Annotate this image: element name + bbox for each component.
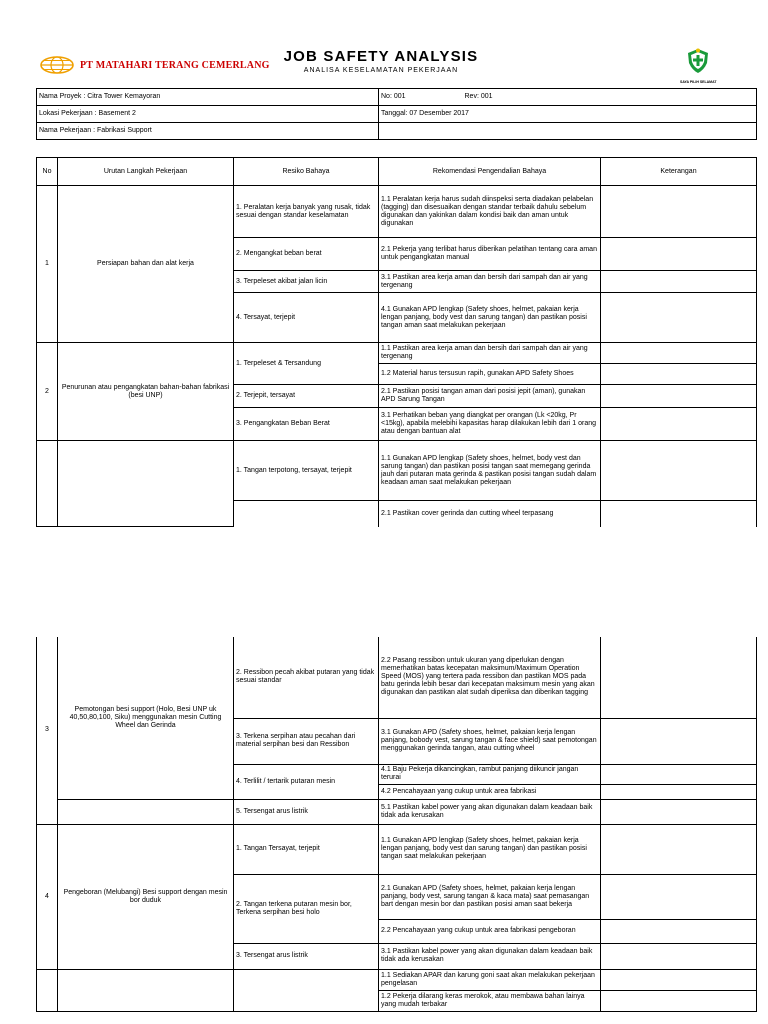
remark-cell: [601, 990, 757, 1011]
remark-cell: [601, 501, 757, 527]
title-block: [236, 48, 526, 74]
remark-cell: [601, 343, 757, 364]
table-row: [37, 186, 757, 238]
safety-shield-icon: [686, 48, 710, 74]
step-description: Persiapan bahan dan alat kerja: [58, 186, 234, 343]
remark-cell: [601, 441, 757, 501]
remark-cell: [601, 293, 757, 343]
risk-item: 1. Tangan Tersayat, terjepit: [234, 824, 379, 874]
control-item: 4.2 Pencahayaan yang cukup untuk area fabrikasi: [379, 784, 601, 799]
remark-cell: [601, 271, 757, 293]
risk-item-next: [234, 969, 379, 1011]
doc-number: No: 001: [379, 89, 463, 106]
table-row: [37, 441, 757, 501]
control-item: 5.1 Pastikan kabel power yang akan digunakan dalam keadaan baik tidak ada kerusakan: [379, 799, 601, 824]
remark-cell: [601, 969, 757, 990]
control-item: 1.1 Pastikan area kerja aman dan bersih dari sampah dan air yang tergenang: [379, 343, 601, 364]
step-number-next: [37, 969, 58, 1011]
remark-cell: [601, 919, 757, 943]
risk-item: 3. Tersengat arus listrik: [234, 943, 379, 969]
control-item: 2.1 Pastikan cover gerinda dan cutting wheel terpasang: [379, 501, 601, 527]
empty-cell: [379, 123, 757, 140]
control-item: 2.1 Pastikan posisi tangan aman dari posisi jepit (aman), gunakan APD Sarung Tangan: [379, 385, 601, 408]
remark-cell: [601, 385, 757, 408]
col-header-keterangan: Keterangan: [601, 158, 757, 186]
revision-number: Rev: 001: [463, 89, 757, 106]
step-description-cont: [58, 799, 234, 824]
control-item: 1.1 Peralatan kerja harus sudah diinspeksi serta diadakan pelabelan (tagging) dan disesuaikan dengan standar terbaik dahulu sebelum digunakan dan yakinkan dalam kondisi baik dan aman untuk digunakan: [379, 186, 601, 238]
document-header: [36, 44, 756, 84]
risk-item: 4. Terlilit / tertarik putaran mesin: [234, 764, 379, 799]
jsa-table-page-2: [36, 637, 757, 1012]
control-item: 4.1 Gunakan APD lengkap (Safety shoes, helmet, pakaian kerja lengan panjang, body vest dan sarung tangan) dan pastikan posisi tangan aman saat melakukan pekerjaan: [379, 293, 601, 343]
control-item: 2.2 Pasang ressibon untuk ukuran yang diperlukan dengan memerhatikan batas kecepatan maksimum/Maximum Operation Speed (MOS) yang tertera pada ressibon dan pastikan MOS pada batu gerinda lebih besar dari kecepatan maksimum mesin yang akan digunakan dan pastikan alat sudah diperiksa dan diberikan tagging: [379, 637, 601, 718]
step-description-next: [58, 969, 234, 1011]
control-item: 1.1 Sediakan APAR dan karung goni saat akan melakukan pekerjaan pengelasan: [379, 969, 601, 990]
table-row: [37, 824, 757, 874]
company-name: PT MATAHARI TERANG CEMERLANG: [80, 59, 270, 71]
project-name: Nama Proyek : Citra Tower Kemayoran: [37, 89, 379, 106]
col-header-rekomendasi: Rekomendasi Pengendalian Bahaya: [379, 158, 601, 186]
control-item: 2.2 Pencahayaan yang cukup untuk area fabrikasi pengeboran: [379, 919, 601, 943]
step-description: Penurunan atau pengangkatan bahan-bahan fabrikasi (besi UNP): [58, 343, 234, 441]
col-header-urutan: Urutan Langkah Pekerjaan: [58, 158, 234, 186]
control-item: 3.1 Pastikan kabel power yang akan digunakan dalam keadaan baik tidak ada kerusakan: [379, 943, 601, 969]
risk-item: 3. Terkena serpihan atau pecahan dari material serpihan besi dan Ressibon: [234, 718, 379, 764]
risk-item: 2. Mengangkat beban berat: [234, 238, 379, 271]
step-number: 2: [37, 343, 58, 441]
sun-globe-icon: [40, 56, 74, 74]
control-item: 3.1 Gunakan APD (Safety shoes, helmet, pakaian kerja lengan panjang, bobody vest, sarung tangan & face shield) saat pemotongan menggunakan gerinda tangan, atau cutting wheel: [379, 718, 601, 764]
table-row: [37, 799, 757, 824]
control-item: 1.1 Gunakan APD lengkap (Safety shoes, helmet, body vest dan sarung tangan) dan pastikan posisi tangan saat memegang gerinda jauh dari putaran mata gerinda & pastikan posisi tangan sudah dalam keadaan aman saat melakukan pekerjaan: [379, 441, 601, 501]
risk-item: 2. Ressibon pecah akibat putaran yang tidak sesuai standar: [234, 637, 379, 718]
remark-cell: [601, 718, 757, 764]
document-date: Tanggal: 07 Desember 2017: [379, 106, 757, 123]
remark-cell: [601, 186, 757, 238]
work-name: Nama Pekerjaan : Fabrikasi Support: [37, 123, 379, 140]
risk-item: 5. Tersengat arus listrik: [234, 799, 379, 824]
risk-item: 4. Tersayat, terjepit: [234, 293, 379, 343]
project-info-table: [36, 88, 757, 140]
remark-cell: [601, 799, 757, 824]
control-item: 1.1 Gunakan APD lengkap (Safety shoes, helmet, pakaian kerja lengan panjang, body vest dan sarung tangan) dan pastikan posisi tangan saat melakukan pekerjaan: [379, 824, 601, 874]
jsa-table-page-1: [36, 157, 757, 527]
control-item: 3.1 Perhatikan beban yang diangkat per orangan (Lk <20kg, Pr <15kg), apabila melebihi kapasitas harap dilakukan lebih dari 1 orang atau dengan bantuan alat: [379, 408, 601, 441]
control-item: 4.1 Baju Pekerja dikancingkan, rambut panjang diikuncir jangan terurai: [379, 764, 601, 784]
remark-cell: [601, 238, 757, 271]
step-number: 4: [37, 824, 58, 969]
document-subtitle: ANALISA KESELAMATAN PEKERJAAN: [303, 67, 459, 74]
col-header-resiko: Resiko Bahaya: [234, 158, 379, 186]
risk-item: 3. Terpeleset akibat jalan licin: [234, 271, 379, 293]
step-number: 3: [37, 637, 58, 824]
work-location: Lokasi Pekerjaan : Basement 2: [37, 106, 379, 123]
table-row: [37, 343, 757, 364]
safety-seal: [680, 48, 716, 84]
document-title: JOB SAFETY ANALYSIS: [283, 48, 479, 65]
table-row: [37, 969, 757, 990]
control-item: 2.1 Gunakan APD (Safety shoes, helmet, pakaian kerja lengan panjang, body vest, sarung tangan & kaca mata) saat pemasangan bart dengan mesin bor dan pastikan posisi aman saat bekerja: [379, 874, 601, 919]
risk-item: 2. Tangan terkena putaran mesin bor, Terkena serpihan besi holo: [234, 874, 379, 943]
table-row: [37, 637, 757, 718]
risk-item: 3. Pengangkatan Beban Berat: [234, 408, 379, 441]
remark-cell: [601, 943, 757, 969]
risk-item: 1. Peralatan kerja banyak yang rusak, tidak sesuai dengan standar keselamatan: [234, 186, 379, 238]
step-description-cont: [58, 441, 234, 527]
control-item: 2.1 Pekerja yang terlibat harus diberikan pelatihan tentang cara aman untuk pengangkatan manual: [379, 238, 601, 271]
seal-caption: SAYA PILIH SELAMAT: [680, 80, 717, 84]
step-number: 1: [37, 186, 58, 343]
remark-cell: [601, 364, 757, 385]
control-item: 1.2 Pekerja dilarang keras merokok, atau membawa bahan lainya yang mudah terbakar: [379, 990, 601, 1011]
risk-item-cont: [234, 501, 379, 527]
step-description: Pemotongan besi support (Holo, Besi UNP uk 40,50,80,100, Siku) menggunakan mesin Cutting Wheel dan Gerinda: [58, 637, 234, 799]
risk-item: 1. Terpeleset & Tersandung: [234, 343, 379, 385]
remark-cell: [601, 408, 757, 441]
control-item: 3.1 Pastikan area kerja aman dan bersih dari sampah dan air yang tergenang: [379, 271, 601, 293]
risk-item: 1. Tangan terpotong, tersayat, terjepit: [234, 441, 379, 501]
remark-cell: [601, 764, 757, 784]
remark-cell: [601, 874, 757, 919]
step-description: Pengeboran (Melubangi) Besi support dengan mesin bor duduk: [58, 824, 234, 969]
control-item: 1.2 Material harus tersusun rapih, gunakan APD Safety Shoes: [379, 364, 601, 385]
risk-item: 2. Terjepit, tersayat: [234, 385, 379, 408]
remark-cell: [601, 637, 757, 718]
step-number-cont: [37, 441, 58, 527]
remark-cell: [601, 784, 757, 799]
col-header-no: No: [37, 158, 58, 186]
remark-cell: [601, 824, 757, 874]
